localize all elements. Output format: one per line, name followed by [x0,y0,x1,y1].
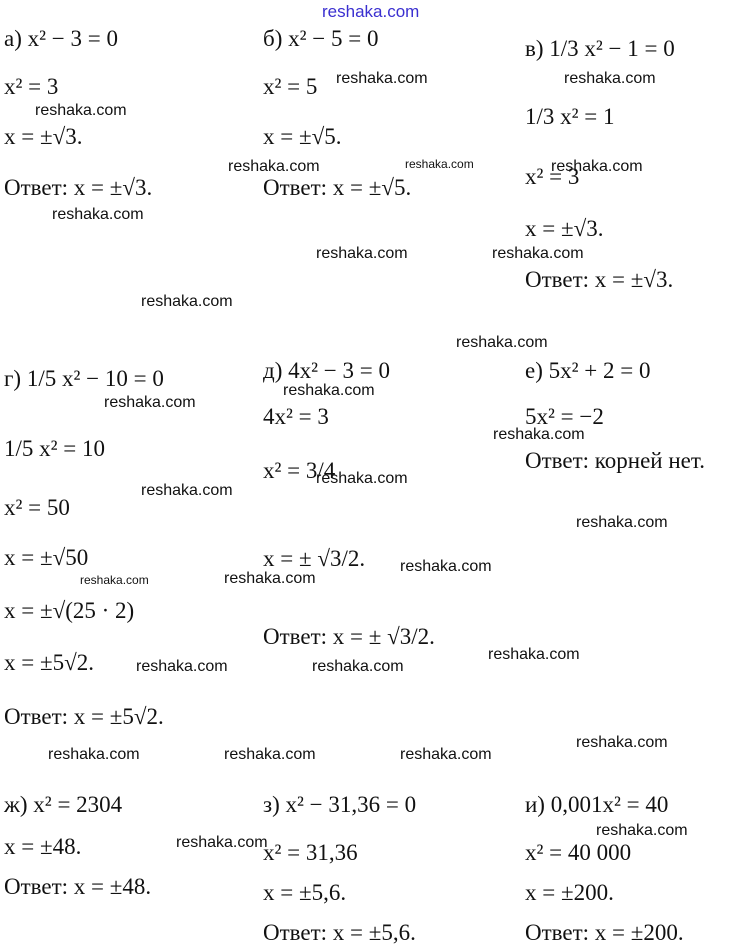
watermark: reshaka.com [316,245,408,262]
watermark: reshaka.com [492,245,584,262]
equation-line: x = ±√3. [525,216,604,241]
answer-line: Ответ: x = ±5√2. [4,704,164,729]
equation-line: x = ±48. [4,834,82,859]
watermark: reshaka.com [136,658,228,675]
equation-line: x = ±5,6. [263,880,347,905]
equation-line: а) x² − 3 = 0 [4,26,118,51]
equation-line: з) x² − 31,36 = 0 [263,792,417,817]
watermark: reshaka.com [141,293,233,310]
watermark: reshaka.com [224,746,316,763]
watermark: reshaka.com [80,573,149,587]
equation-line: в) 1/3 x² − 1 = 0 [525,36,675,61]
watermark-top: reshaka.com [322,2,420,21]
equation-line: x² = 3 [4,74,59,99]
watermark: reshaka.com [596,822,688,839]
watermark: reshaka.com [228,158,320,175]
watermark: reshaka.com [283,382,375,399]
answer-line: Ответ: x = ±√3. [4,175,153,200]
equation-line: x = ± √3/2. [263,546,366,571]
equation-line: б) x² − 5 = 0 [263,26,379,51]
equation-line: x² = 50 [4,495,70,520]
equation-line: x² = 31,36 [263,840,358,865]
equation-line: 1/5 x² = 10 [4,436,106,461]
watermark: reshaka.com [400,746,492,763]
watermark: reshaka.com [312,658,404,675]
answer-line: Ответ: корней нет. [525,448,705,473]
watermark: reshaka.com [493,426,585,443]
equation-line: д) 4x² − 3 = 0 [263,358,390,383]
equation-line: x = ±√50 [4,545,89,570]
answer-line: Ответ: x = ±5,6. [263,920,416,945]
equation-line: е) 5x² + 2 = 0 [525,358,651,383]
answer-line: Ответ: x = ± √3/2. [263,624,435,649]
watermark: reshaka.com [576,734,668,751]
equation-line: 4x² = 3 [263,404,329,429]
equation-line: ж) x² = 2304 [4,792,123,817]
watermark: reshaka.com [336,70,428,87]
watermark: reshaka.com [224,570,316,587]
watermark: reshaka.com [52,206,144,223]
equation-line: 5x² = −2 [525,404,604,429]
equation-line: x² = 40 000 [525,840,632,865]
equation-line: x = ±√5. [263,124,342,149]
equation-line: г) 1/5 x² − 10 = 0 [4,366,164,391]
watermark: reshaka.com [405,157,474,171]
watermark: reshaka.com [48,746,140,763]
answer-line: Ответ: x = ±√5. [263,175,412,200]
answer-line: Ответ: x = ±200. [525,920,684,945]
answer-line: Ответ: x = ±48. [4,874,152,899]
watermark: reshaka.com [316,470,408,487]
watermark: reshaka.com [176,834,268,851]
watermark: reshaka.com [576,514,668,531]
watermark: reshaka.com [551,158,643,175]
watermark: reshaka.com [104,394,196,411]
equation-line: и) 0,001x² = 40 [525,792,669,817]
answer-line: Ответ: x = ±√3. [525,267,674,292]
equation-line: x = ±200. [525,880,614,905]
equation-line: x² = 3 [525,164,580,189]
watermark: reshaka.com [35,102,127,119]
equation-line: x = ±5√2. [4,650,94,675]
equation-line: 1/3 x² = 1 [525,104,615,129]
equation-line: x² = 5 [263,74,318,99]
watermark: reshaka.com [564,70,656,87]
watermark: reshaka.com [456,334,548,351]
equation-line: x² = 3/4 [263,458,336,483]
watermark: reshaka.com [488,646,580,663]
equation-line: x = ±√3. [4,124,83,149]
equation-line: x = ±√(25 · 2) [4,598,135,623]
watermark: reshaka.com [141,482,233,499]
watermark: reshaka.com [400,558,492,575]
